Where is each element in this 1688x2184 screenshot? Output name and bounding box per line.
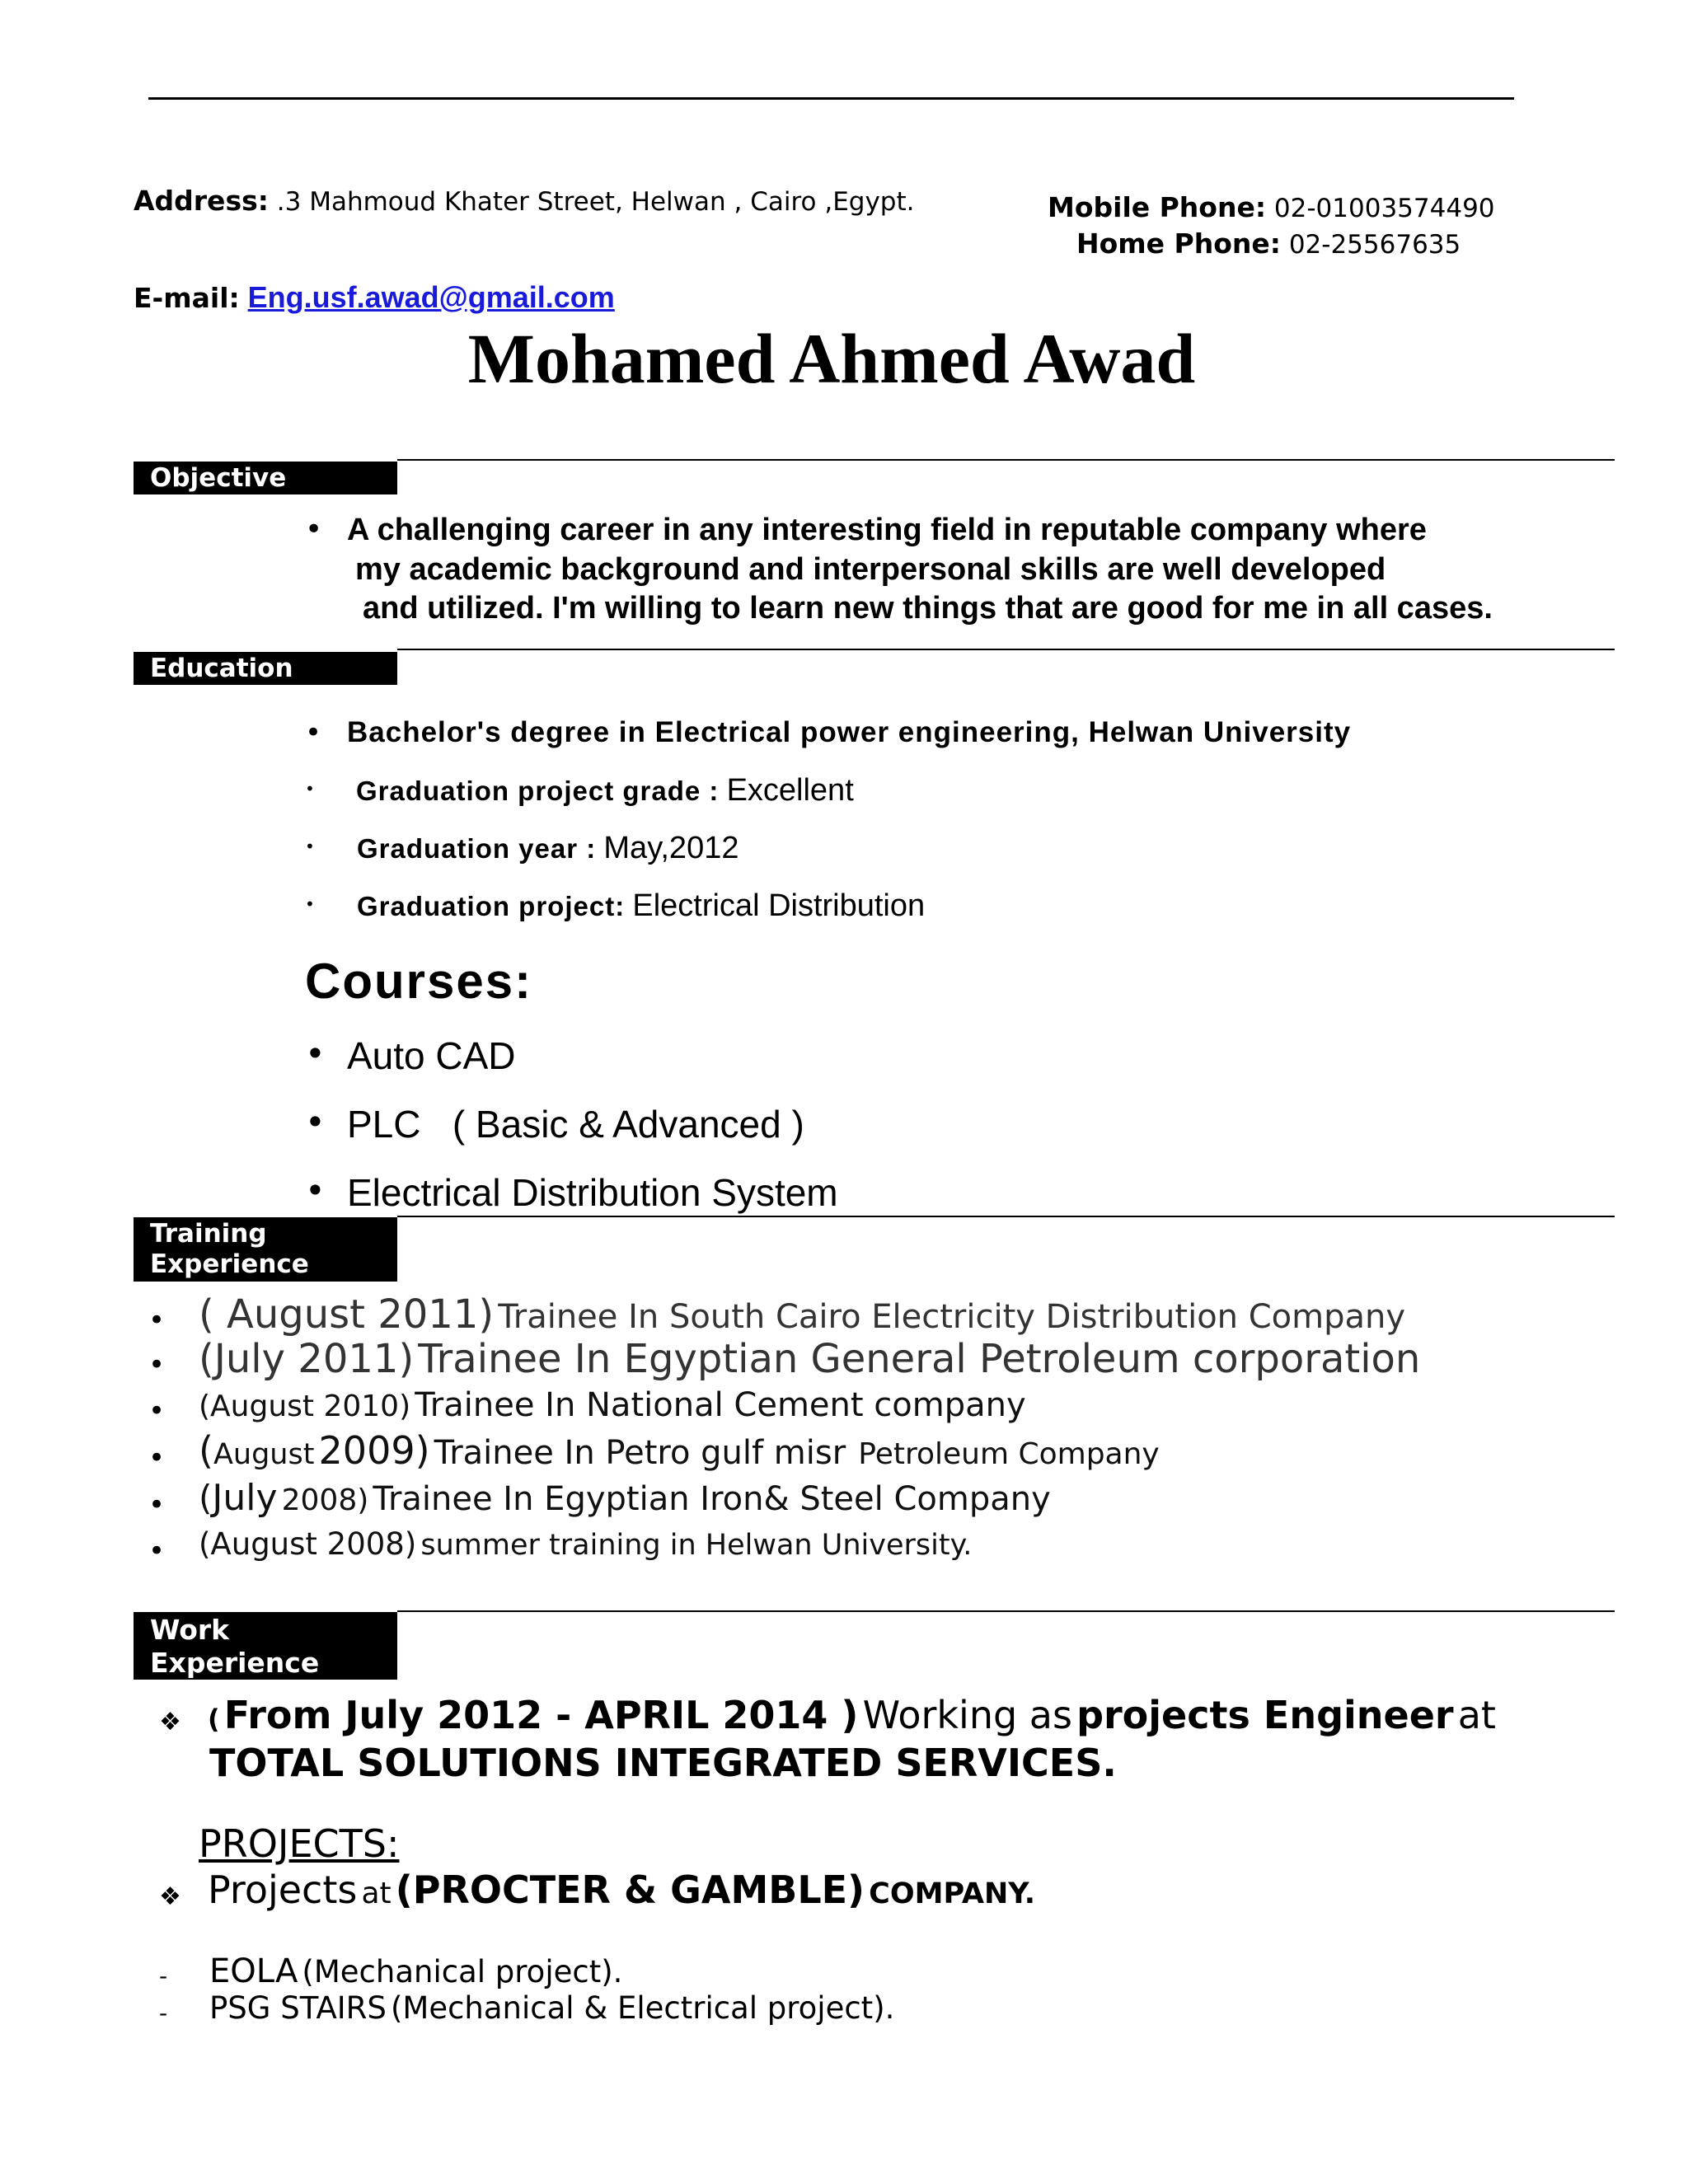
project-name: PSG STAIRS [209,1990,387,2026]
courses-title: Courses: [305,954,533,1009]
objective-line-2: my academic background and interpersonal skills are well developed [355,552,1386,587]
training-date-month: July [212,1477,278,1519]
training-bullet: • [148,1394,166,1427]
objective-heading: Objective [134,462,397,494]
top-rule [148,97,1514,100]
edu-item-bullet: • [305,837,315,856]
edu-item-bullet: • [305,779,315,799]
projects-title: PROJECTS: [199,1821,400,1866]
client-line [208,1868,1035,1912]
degree-text: Bachelor's degree in Electrical power engineering, Helwan University [347,716,1352,748]
training-date: (July 2011) [199,1336,415,1382]
course-bullet: • [305,1102,326,1142]
training-text: Trainee In South Cairo Electricity Distribution Company [498,1298,1406,1336]
training-text: Trainee In National Cement company [415,1386,1026,1424]
mobile-value: 02-01003574490 [1273,194,1495,223]
client-name: (PROCTER & GAMBLE) [395,1868,865,1912]
training-heading-line-1: Training [150,1219,267,1249]
training-item [199,1291,1405,1338]
training-text: Trainee In Petro gulf misr [434,1434,846,1472]
project-dash: - [159,1999,168,2027]
training-date-year: 2008) [281,1483,369,1517]
course-item: Auto CAD [347,1034,516,1077]
training-text-2: Petroleum Company [858,1437,1160,1471]
training-item [199,1386,1026,1424]
mobile-phone [1048,191,1495,223]
course-item: PLC ( Basic & Advanced ) [347,1103,804,1146]
home-value: 02-25567635 [1288,230,1461,260]
education-heading: Education [134,652,397,685]
training-date-year: 2009) [318,1428,430,1473]
work-heading-line-1: Work [150,1614,230,1646]
diamond-bullet-icon: ❖ [159,1882,181,1911]
email [134,280,615,315]
home-phone [1076,227,1461,260]
training-item [199,1336,1420,1382]
email-link[interactable]: Eng.usf.awad@gmail.com [247,280,615,314]
project-desc: (Mechanical project). [302,1954,623,1990]
training-heading-line-2: Experience [150,1249,309,1279]
work-role: projects Engineer [1076,1693,1454,1737]
course-bullet: • [305,1170,326,1211]
training-date: ( August 2011) [199,1291,495,1338]
address-label: Address: [134,185,269,217]
edu-item-value: Electrical Distribution [632,888,926,923]
projects-at-label: Projects [208,1868,358,1912]
objective-line-1: A challenging career in any interesting field in reputable company where [347,513,1427,547]
edu-item [357,888,925,924]
project-name: EOLA [209,1952,298,1990]
training-text: Trainee In Egyptian General Petroleum corporation [418,1336,1421,1382]
work-heading-line-2: Experience [150,1647,320,1679]
training-rule [397,1216,1615,1217]
training-text: Trainee In Egyptian Iron& Steel Company [373,1480,1051,1518]
edu-item-label: Graduation project grade : [356,776,720,806]
email-label: E-mail: [134,282,240,314]
training-bullet: • [148,1535,166,1568]
diamond-bullet-icon: ❖ [159,1708,181,1736]
course-item: Electrical Distribution System [347,1171,838,1214]
training-bullet: • [148,1441,166,1474]
training-date-open: ( [199,1478,213,1518]
objective-rule [397,459,1615,461]
training-text: summer training in Helwan University. [420,1529,973,1562]
work-company: TOTAL SOLUTIONS INTEGRATED SERVICES. [209,1741,1117,1785]
project-dash: - [159,1962,168,1990]
training-bullet: • [148,1304,166,1337]
project-item [209,1952,622,1990]
address [134,185,915,217]
training-heading [134,1217,397,1282]
training-date-open: ( [199,1428,213,1473]
training-item [199,1428,1160,1473]
training-bullet: • [148,1348,166,1381]
project-item [209,1990,894,2026]
training-bullet: • [148,1488,166,1521]
work-open-paren: ( [208,1704,220,1735]
education-rule [397,649,1615,650]
edu-item-value: Excellent [726,773,854,808]
course-bullet: • [305,1033,326,1074]
mobile-label: Mobile Phone: [1048,191,1267,223]
training-item [199,1477,1051,1519]
work-entry [208,1693,1496,1737]
training-item [199,1526,972,1562]
candidate-name: Mohamed Ahmed Awad [467,319,1196,398]
training-date: (August 2010) [199,1390,411,1423]
projects-at-word: at [361,1877,392,1910]
home-label: Home Phone: [1076,227,1281,260]
work-at: at [1457,1693,1496,1737]
edu-item-label: Graduation year : [357,833,597,864]
edu-item [356,773,854,808]
objective-bullet: • [305,513,323,546]
work-heading [134,1612,397,1680]
objective-line-3: and utilized. I'm willing to learn new things that are good for me in all cases. [363,591,1493,626]
address-value: .3 Mahmoud Khater Street, Helwan , Cairo ,Egypt. [276,187,915,217]
edu-item [357,831,738,866]
work-rule [397,1610,1615,1612]
training-date: (August 2008) [199,1526,417,1562]
training-date-month: August [213,1438,315,1471]
degree-bullet: • [305,716,322,749]
client-suffix: COMPANY. [869,1877,1036,1910]
work-period: From July 2012 - APRIL 2014 ) [223,1693,859,1737]
work-working-as: Working as [862,1693,1072,1737]
project-desc: (Mechanical & Electrical project). [390,1990,895,2026]
edu-item-value: May,2012 [603,831,739,865]
edu-item-bullet: • [305,894,315,914]
edu-item-label: Graduation project: [357,891,626,921]
